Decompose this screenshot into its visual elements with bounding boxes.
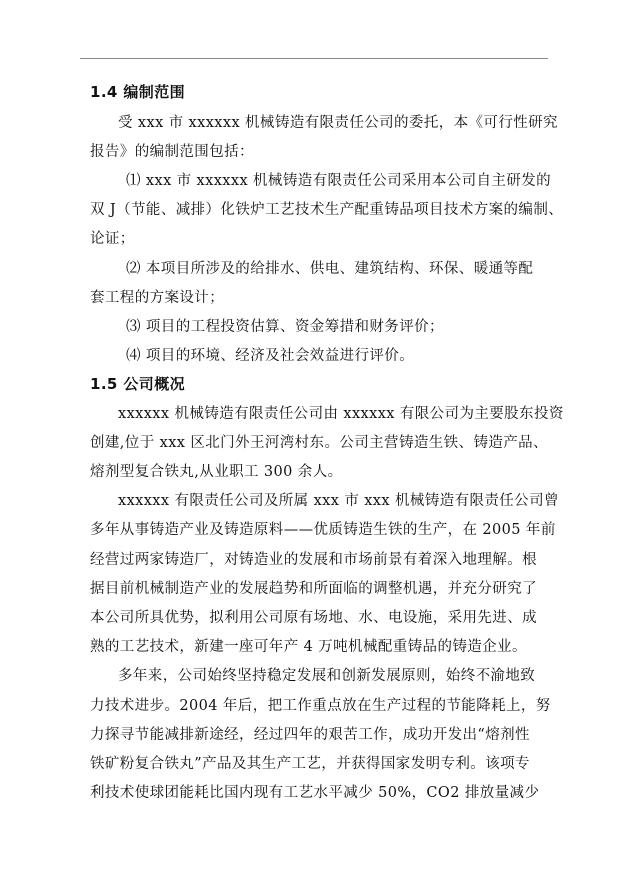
list-item-line: ⑶ 项目的工程投资估算、资金筹措和财务评价； <box>126 319 444 335</box>
list-item-line: ⑵ 本项目所涉及的给排水、供电、建筑结构、环保、暖通等配 <box>126 261 534 277</box>
section-heading-1-5: 1.5 公司概况 <box>90 375 185 393</box>
paragraph-line: 本公司所具优势，拟利用公司原有场地、水、电设施，采用先进、成 <box>90 610 537 626</box>
paragraph-line: 熔剂型复合铁丸,从业职工 300 余人。 <box>90 464 343 480</box>
paragraph-line: 多年来，公司始终坚持稳定发展和创新发展原则，始终不渝地致 <box>118 668 536 684</box>
list-item-line: ⑷ 项目的环境、经济及社会效益进行评价。 <box>126 348 415 364</box>
paragraph-line: 熟的工艺技术，新建一座可年产 4 万吨机械配重铸品的铸造企业。 <box>90 639 527 655</box>
paragraph-line: 多年从事铸造产业及铸造原料——优质铸造生铁的生产，在 2005 年前 <box>90 522 556 538</box>
paragraph-line: xxxxxx 有限责任公司及所属 xxx 市 xxx 机械铸造有限责任公司曾 <box>118 493 559 509</box>
paragraph-line: 报告》的编制范围包括： <box>90 144 254 160</box>
paragraph-line: 力探寻节能减排新途经，经过四年的艰苦工作，成功开发出“熔剂性 <box>90 727 530 743</box>
paragraph-line: 受 xxx 市 xxxxxx 机械铸造有限责任公司的委托，本《可行性研究 <box>118 115 558 131</box>
paragraph-line: 经营过两家铸造厂，对铸造业的发展和市场前景有着深入地理解。根 <box>90 552 537 568</box>
list-item-line: 论证； <box>90 231 135 247</box>
list-item-line: 双 J（节能、减排）化铁炉工艺技术生产配重铸品项目技术方案的编制、 <box>90 202 564 218</box>
paragraph-line: 力技术进步。2004 年后，把工作重点放在生产过程的节能降耗上，努 <box>90 698 551 714</box>
section-heading-1-4: 1.4 编制范围 <box>90 83 185 101</box>
page-header-rule <box>80 58 548 59</box>
paragraph-line: 利技术使球团能耗比国内现有工艺水平减少 50%，CO2 排放量减少 <box>90 785 540 801</box>
list-item-line: 套工程的方案设计； <box>90 290 225 306</box>
paragraph-line: 创建,位于 xxx 区北门外王河湾村东。公司主营铸造生铁、铸造产品、 <box>90 435 548 451</box>
paragraph-line: xxxxxx 机械铸造有限责任公司由 xxxxxx 有限公司为主要股东投资 <box>118 406 564 422</box>
paragraph-line: 铁矿粉复合铁丸”产品及其生产工艺，并获得国家发明专利。该项专 <box>90 756 530 772</box>
list-item-line: ⑴ xxx 市 xxxxxx 机械铸造有限责任公司采用本公司自主研发的 <box>126 173 552 189</box>
paragraph-line: 据目前机械制造产业的发展趋势和所面临的调整机遇，并充分研究了 <box>90 581 537 597</box>
